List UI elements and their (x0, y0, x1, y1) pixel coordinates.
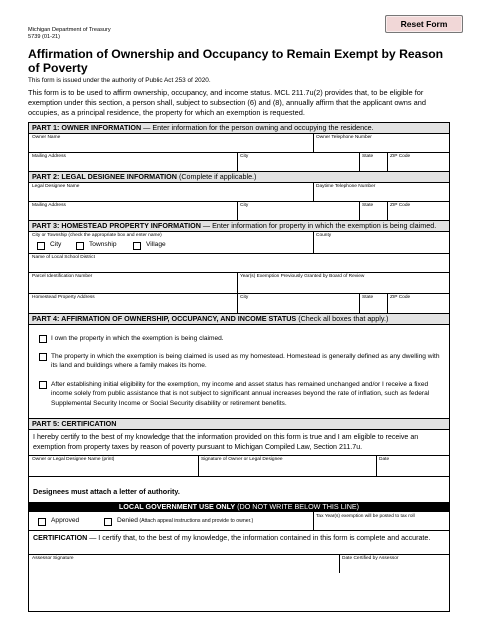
form-title: Affirmation of Ownership and Occupancy to Remain Exempt by Reason of Poverty (28, 47, 444, 75)
designee-city-field[interactable] (238, 202, 358, 220)
part1-title: PART 1: OWNER INFORMATION (32, 123, 142, 132)
state-label: State (362, 154, 374, 159)
county-label: County (316, 233, 332, 238)
zip-label: ZIP Code (390, 203, 411, 208)
zip-label: ZIP Code (390, 295, 411, 300)
authority-note: This form is issued under the authority of Public Act 253 of 2020. (28, 77, 211, 84)
assessor-signature-label: Assessor Signature (32, 556, 74, 561)
mailing-address-label: Mailing Address (32, 203, 66, 208)
form-body (28, 122, 450, 612)
homestead-city-field[interactable] (238, 294, 358, 313)
part5-title: PART 5: CERTIFICATION (32, 419, 117, 428)
tax-years-label: Tax Year(s) exemption will be posted to tax roll (316, 514, 415, 519)
years-granted-label: Year(s) Exemption Previously Granted by Board of Review (240, 274, 365, 279)
homestead-address-label: Homestead Property Address (32, 295, 95, 300)
zip-label: ZIP Code (390, 154, 411, 159)
owner-name-label: Owner Name (32, 135, 61, 140)
denied-label (117, 517, 253, 526)
agency-header (28, 27, 111, 41)
local-government-header (29, 502, 449, 512)
designee-name-label: Legal Designee Name (32, 184, 80, 189)
part2-title: PART 2: LEGAL DESIGNEE INFORMATION (32, 172, 177, 181)
part4-desc: (Check all boxes that apply.) (296, 314, 389, 323)
assessor-cert-title: CERTIFICATION (33, 534, 88, 542)
city-township-label: City or Township (check the appropriate box and enter name) (32, 233, 162, 238)
local-government-note: (DO NOT WRITE BELOW THIS LINE) (235, 502, 360, 511)
part3-header (29, 220, 449, 232)
date-certified-label: Date Certified by Assessor (342, 556, 399, 561)
reset-form-button[interactable]: Reset Form (385, 15, 463, 33)
certification-statement: I hereby certify to the best of my knowledge that the information provided on this form is true and I am eligible to receive an exemption from property taxes by reason of poverty pursuant to Michigan Compiled Law, Section 211.7u. (33, 433, 419, 451)
owner-phone-label: Owner Telephone Number (316, 135, 372, 140)
parcel-id-label: Parcel Identification Number (32, 274, 93, 279)
intro-paragraph: This form is to be used to affirm ownership, occupancy, and income status. MCL 211.7u(2) provides that, to be eligible for exemption under this section, a person shall, subject to subsection (6) and (8), annually affirm that the applicant owns and occupies, as a principal residence, the property for which an exemption is requested. (28, 88, 426, 117)
mailing-address-label: Mailing Address (32, 154, 66, 159)
part5-header (29, 418, 449, 430)
affirmation-income-text: After establishing initial eligibility for the exemption, my income and asset status has remained unchanged and/or I receive a fixed income solely from public assistance that is not subject to significant annual increases beyond the rate of inflation, such as federal Supplemental Security Income or Social Security disability or retirement benefits. (51, 381, 430, 407)
city-option-label: City (50, 241, 62, 248)
owner-name-field[interactable] (29, 134, 314, 152)
divider (29, 530, 449, 531)
assessor-cert-text: — I certify that, to the best of my knowledge, the information contained in this form is complete and accurate. (87, 534, 431, 542)
county-field[interactable] (314, 232, 449, 253)
city-label: City (240, 295, 249, 300)
owner-city-field[interactable] (238, 153, 358, 171)
approved-label: Approved (51, 517, 80, 524)
own-property-checkbox[interactable] (39, 335, 47, 343)
city-checkbox[interactable] (37, 242, 45, 250)
approved-checkbox[interactable] (38, 518, 46, 526)
date-label: Date (379, 457, 390, 462)
denied-text: Denied (117, 517, 138, 524)
divider (29, 476, 449, 477)
denied-note: (Attach appeal instructions and provide to owner.) (137, 518, 254, 524)
school-district-label: Name of Local School District (32, 255, 95, 260)
homestead-use-checkbox[interactable] (39, 353, 47, 361)
designee-note: Designees must attach a letter of authority. (33, 487, 180, 496)
form-number: 5739 (01-21) (28, 34, 61, 40)
part1-header (29, 122, 449, 134)
part2-desc: (Complete if applicable.) (176, 172, 257, 181)
state-label: State (362, 295, 374, 300)
city-label: City (240, 203, 249, 208)
assessor-signature-field[interactable] (29, 555, 339, 573)
city-township-name-field[interactable] (179, 233, 312, 253)
township-option-label: Township (89, 241, 117, 248)
local-government-title: LOCAL GOVERNMENT USE ONLY (118, 502, 236, 511)
part3-title: PART 3: HOMESTEAD PROPERTY INFORMATION (32, 221, 201, 230)
city-label: City (240, 154, 249, 159)
assessor-certification (33, 533, 445, 543)
part4-header (29, 313, 449, 325)
income-status-checkbox[interactable] (39, 381, 47, 389)
part3-desc: — Enter information for property in which the exemption is being claimed. (200, 221, 437, 230)
part2-header (29, 171, 449, 183)
village-option-label: Village (146, 241, 166, 248)
part4-title: PART 4: AFFIRMATION OF OWNERSHIP, OCCUPANCY, AND INCOME STATUS (32, 314, 297, 323)
denied-checkbox[interactable] (104, 518, 112, 526)
daytime-phone-label: Daytime Telephone Number (316, 184, 376, 189)
affirmation-own-text: I own the property in which the exemption is being claimed. (51, 335, 224, 342)
agency-name: Michigan Department of Treasury (28, 27, 111, 33)
owner-print-name-label: Owner or Legal Designee Name (print) (32, 457, 115, 462)
affirmation-homestead-text: The property in which the exemption is being claimed is used as my homestead. Homestead is generally defined as any dwelling with its land and buildings where a family makes its home. (51, 353, 440, 370)
owner-signature-label: Signature of Owner or Legal Designee (201, 457, 283, 462)
village-checkbox[interactable] (133, 242, 141, 250)
part1-desc: — Enter information for the person owning and occupying the residence. (141, 123, 374, 132)
state-label: State (362, 203, 374, 208)
township-checkbox[interactable] (76, 242, 84, 250)
